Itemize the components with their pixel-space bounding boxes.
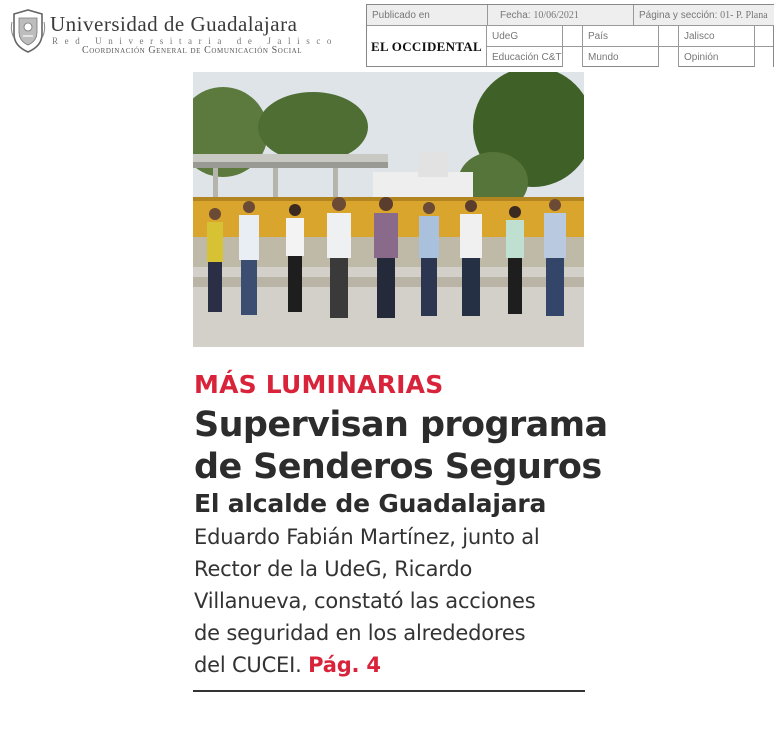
category-jalisco: Jalisco	[679, 26, 755, 47]
category-udeg: UdeG	[487, 26, 563, 47]
date-value: 10/06/2021	[533, 10, 579, 21]
section-label: Página y sección:	[639, 10, 718, 21]
category-opinion-checkbox	[755, 47, 773, 67]
section-value: 01- P. Plana	[720, 10, 768, 21]
article-kicker: MÁS LUMINARIAS	[194, 370, 444, 399]
body-line-last	[194, 653, 381, 677]
date-label: Fecha:	[500, 10, 531, 21]
body-line: Rector de la UdeG, Ricardo	[194, 557, 473, 581]
category-educacion-checkbox	[563, 47, 583, 67]
body-line: Villanueva, constató las acciones	[194, 589, 536, 613]
university-network: Red Universitaria de Jalisco	[52, 36, 339, 46]
body-line: de seguridad en los alrededores	[194, 621, 526, 645]
published-in-label: Publicado en	[367, 5, 488, 26]
page-reference: Pág. 4	[308, 653, 381, 677]
publication-table	[366, 4, 774, 67]
category-jalisco-checkbox	[755, 26, 773, 47]
newspaper-name: EL OCCIDENTAL	[367, 26, 487, 67]
category-mundo-checkbox	[659, 47, 679, 67]
category-pais-checkbox	[659, 26, 679, 47]
article-photo	[193, 72, 584, 347]
category-mundo: Mundo	[583, 47, 659, 67]
coordination-name: Coordinación General de Comunicación Social	[82, 45, 303, 56]
category-pais: País	[583, 26, 659, 47]
udg-crest-icon	[10, 8, 46, 54]
date-cell	[488, 5, 634, 26]
category-educacion: Educación C&T	[487, 47, 563, 67]
university-name: Universidad de Guadalajara	[50, 12, 298, 36]
headline-line-1: Supervisan programa	[194, 405, 608, 445]
body-line: Eduardo Fabián Martínez, junto al	[194, 525, 540, 549]
article-subhead: El alcalde de Guadalajara	[194, 489, 547, 518]
section-cell	[634, 5, 774, 26]
headline-line-2: de Senderos Seguros	[194, 447, 602, 487]
body-line-text: del CUCEI.	[194, 653, 302, 677]
category-udeg-checkbox	[563, 26, 583, 47]
category-opinion: Opinión	[679, 47, 755, 67]
article-bottom-rule	[193, 690, 585, 692]
